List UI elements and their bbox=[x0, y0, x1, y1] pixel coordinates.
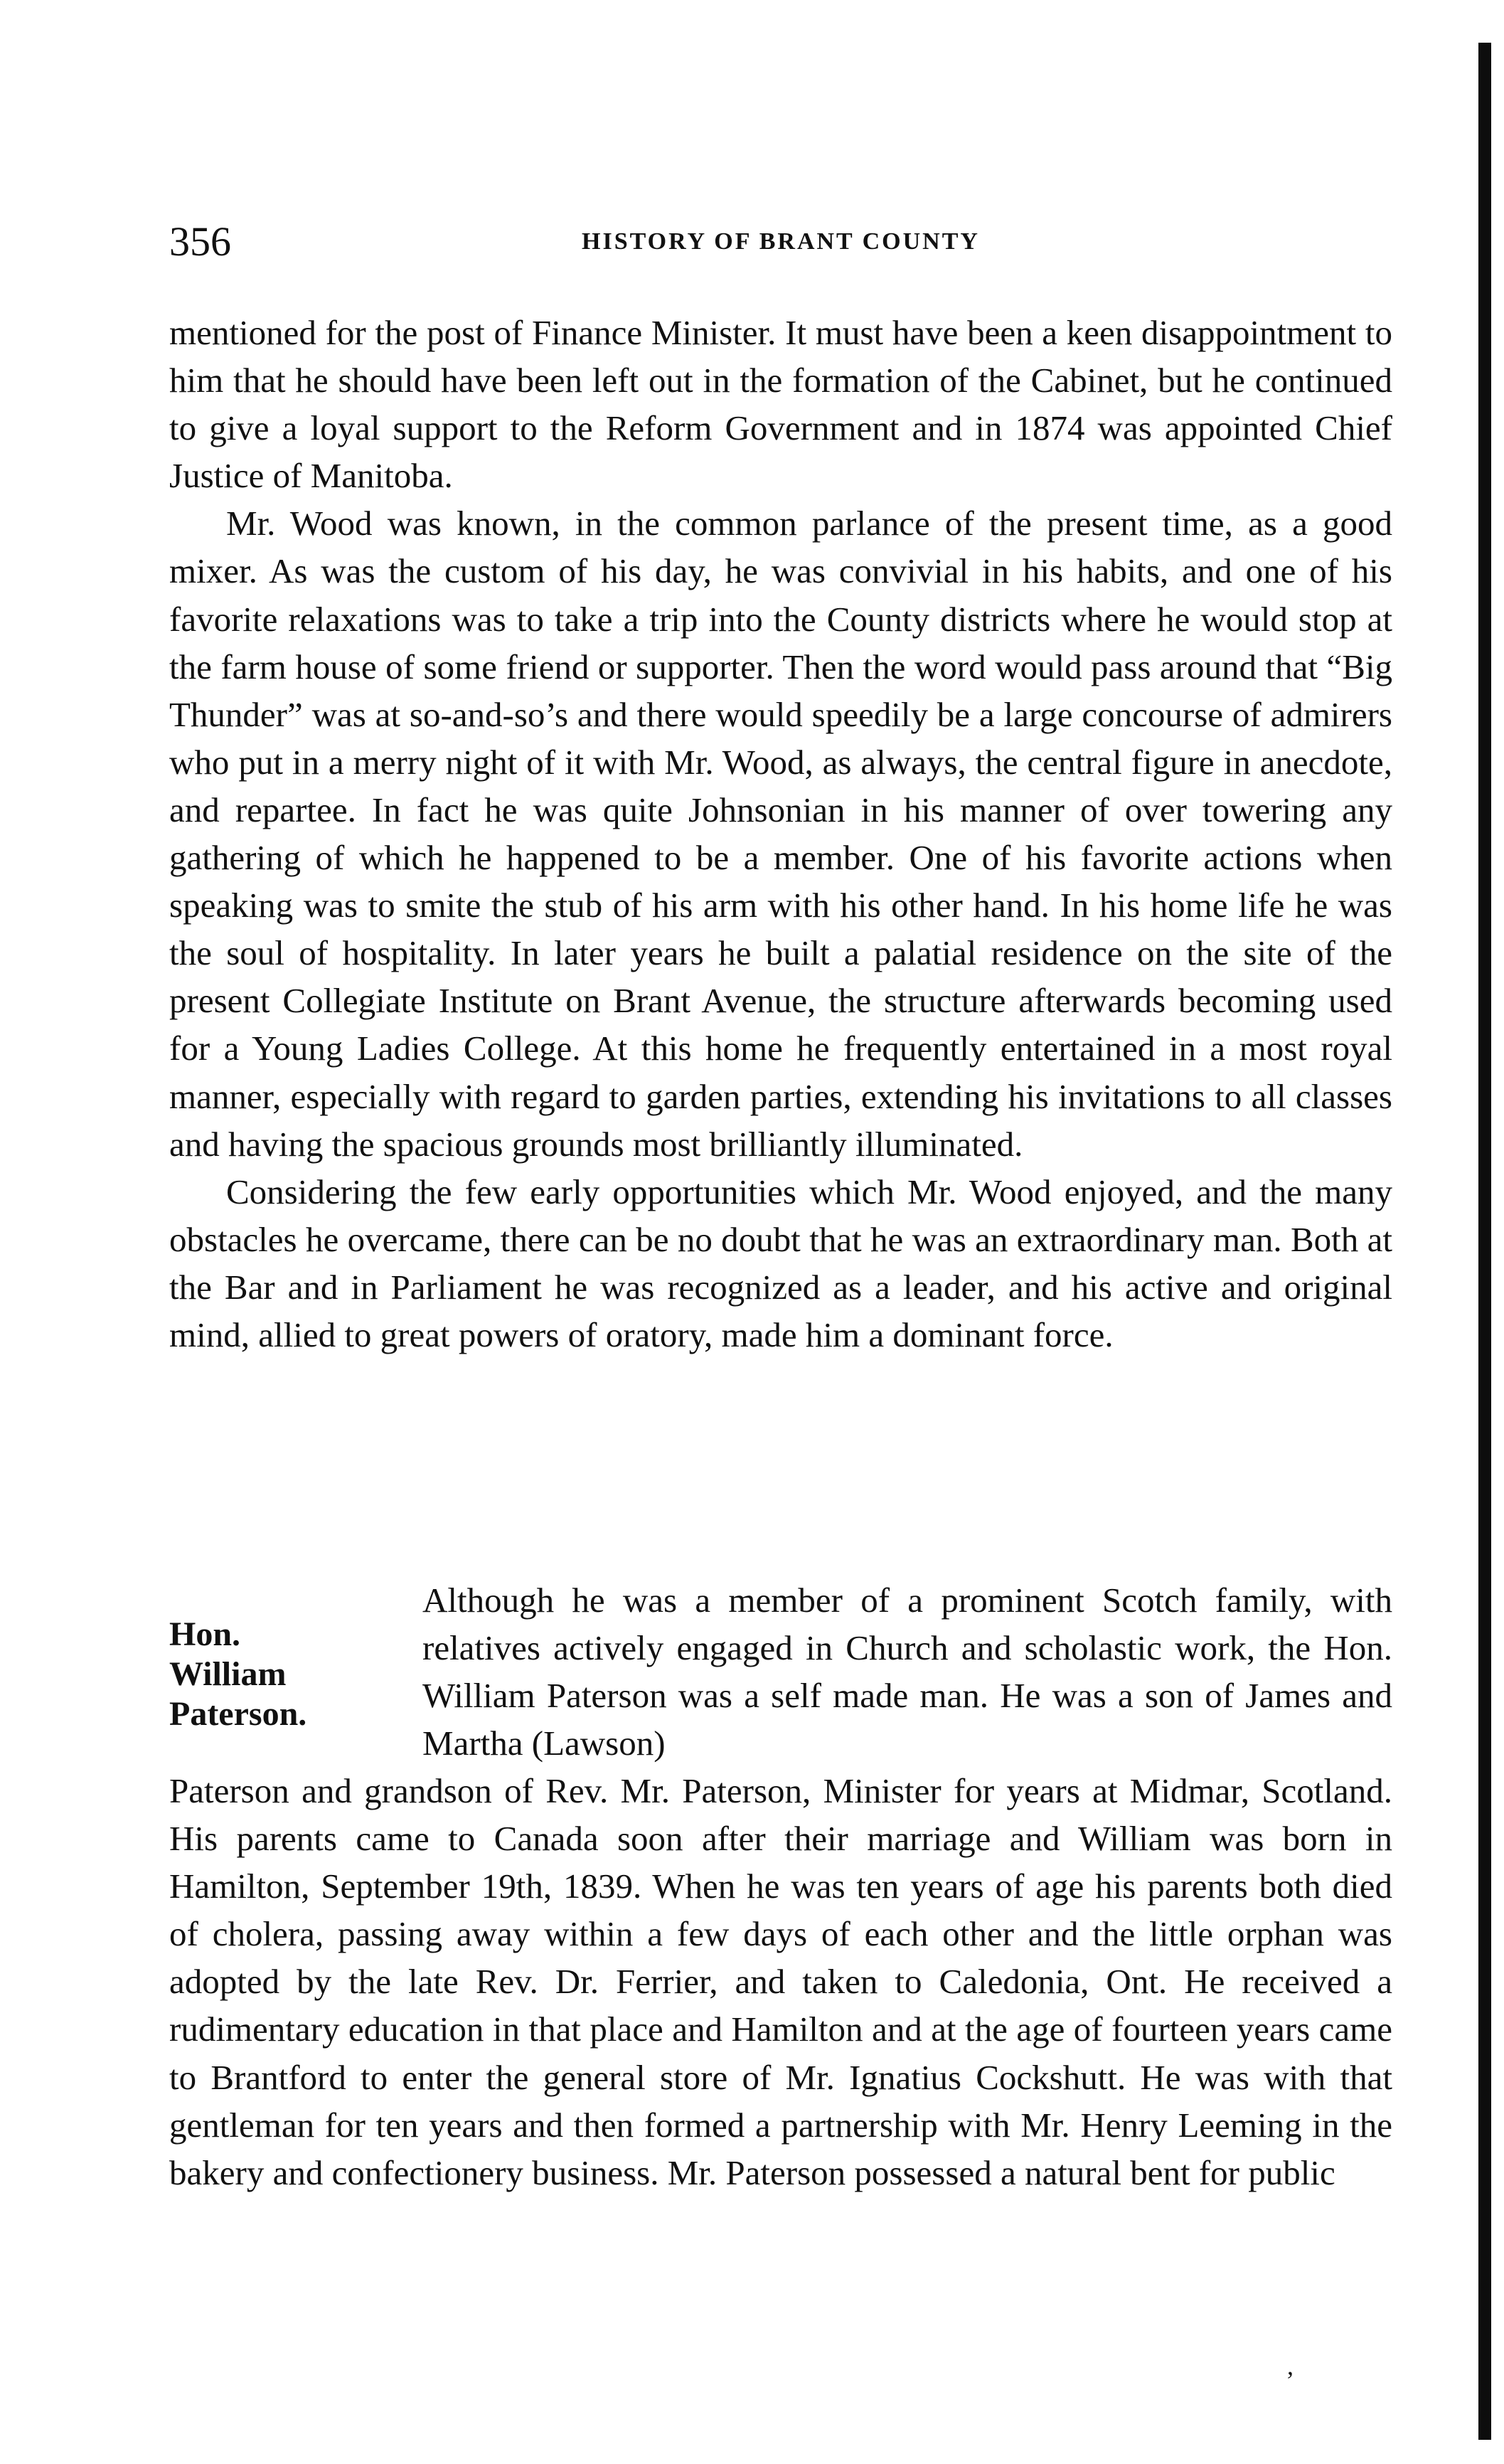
margin-heading bbox=[169, 1615, 404, 1734]
paragraph-paterson-intro: Although he was a member of a prominent Scotch family, with relatives actively engaged in Church and scholastic work, the Hon. William Paterson was a self made man. He was a son of James and Martha (Lawson) bbox=[422, 1581, 1392, 1763]
margin-heading-line: Paterson. bbox=[169, 1695, 307, 1733]
paragraph-wood-summary: Considering the few early opportunities which Mr. Wood enjoyed, and the many obstacles he overcame, there can be no doubt that he was an extraordinary man. Both at the Bar and in Parliament he was recognized as a leader, and his active and original mind, allied to great powers of oratory, made him a dominant force. bbox=[169, 1172, 1392, 1354]
paterson-intro bbox=[422, 1576, 1392, 1767]
paterson-section bbox=[169, 1576, 1392, 1767]
scan-edge-border bbox=[1478, 43, 1491, 2440]
page-header bbox=[169, 213, 1392, 270]
margin-heading-line: Hon. bbox=[169, 1615, 241, 1653]
page-number: 356 bbox=[169, 218, 231, 265]
paragraph-continued: mentioned for the post of Finance Minister. It must have been a keen disappointment to him that he should have been left out in the formation of the Cabinet, but he continued to give a loyal support to the Reform Government and in 1874 was appointed Chief Justice of Manitoba. bbox=[169, 313, 1392, 496]
margin-heading-line: William bbox=[169, 1655, 287, 1693]
paragraph-paterson-biography: Paterson and grandson of Rev. Mr. Paterson, Minister for years at Midmar, Scotland. His parents came to Canada soon after their marriage and William was born in Hamilton, September 19th, 1839. When he was ten years of age his parents both died of cholera, passing away within a few days of each other and the little orphan was adopted by the late Rev. Dr. Ferrier, and taken to Caledonia, Ont. He received a rudimentary education in that place and Hamilton and at the age of fourteen years came to Brantford to enter the general store of Mr. Ignatius Cockshutt. He was with that gentleman for ten years and then formed a partnership with Mr. Henry Leeming in the bakery and confectionery business. Mr. Paterson possessed a natural bent for public bbox=[169, 1771, 1392, 2192]
running-title: HISTORY OF BRANT COUNTY bbox=[582, 228, 980, 255]
paragraph-wood-habits: Mr. Wood was known, in the common parlance of the present time, as a good mixer. As was the custom of his day, he was convivial in his habits, and one of his favorite relaxations was to take a trip into the County districts where he would stop at the farm house of some friend or supporter. Then the word would pass around that “Big Thunder” was at so-and-so’s and there would speedily be a large concourse of admirers who put in a merry night of it with Mr. Wood, as always, the central figure in anecdote, and repartee. In fact he was quite Johnsonian in his manner of over towering any gathering of which he happened to be a member. One of his favorite actions when speaking was to smite the stub of his arm with his other hand. In his home life he was the soul of hospitality. In later years he built a palatial residence on the site of the present Collegiate Institute on Brant Avenue, the structure afterwards becoming used for a Young Ladies College. At this home he frequently entertained in a most royal manner, especially with regard to garden parties, extending his invitations to all classes and having the spacious grounds most brilliantly illuminated. bbox=[169, 504, 1392, 1164]
body-text-lower bbox=[169, 1767, 1392, 2197]
stray-mark: , bbox=[1287, 2352, 1294, 2380]
body-text-upper bbox=[169, 309, 1392, 1359]
